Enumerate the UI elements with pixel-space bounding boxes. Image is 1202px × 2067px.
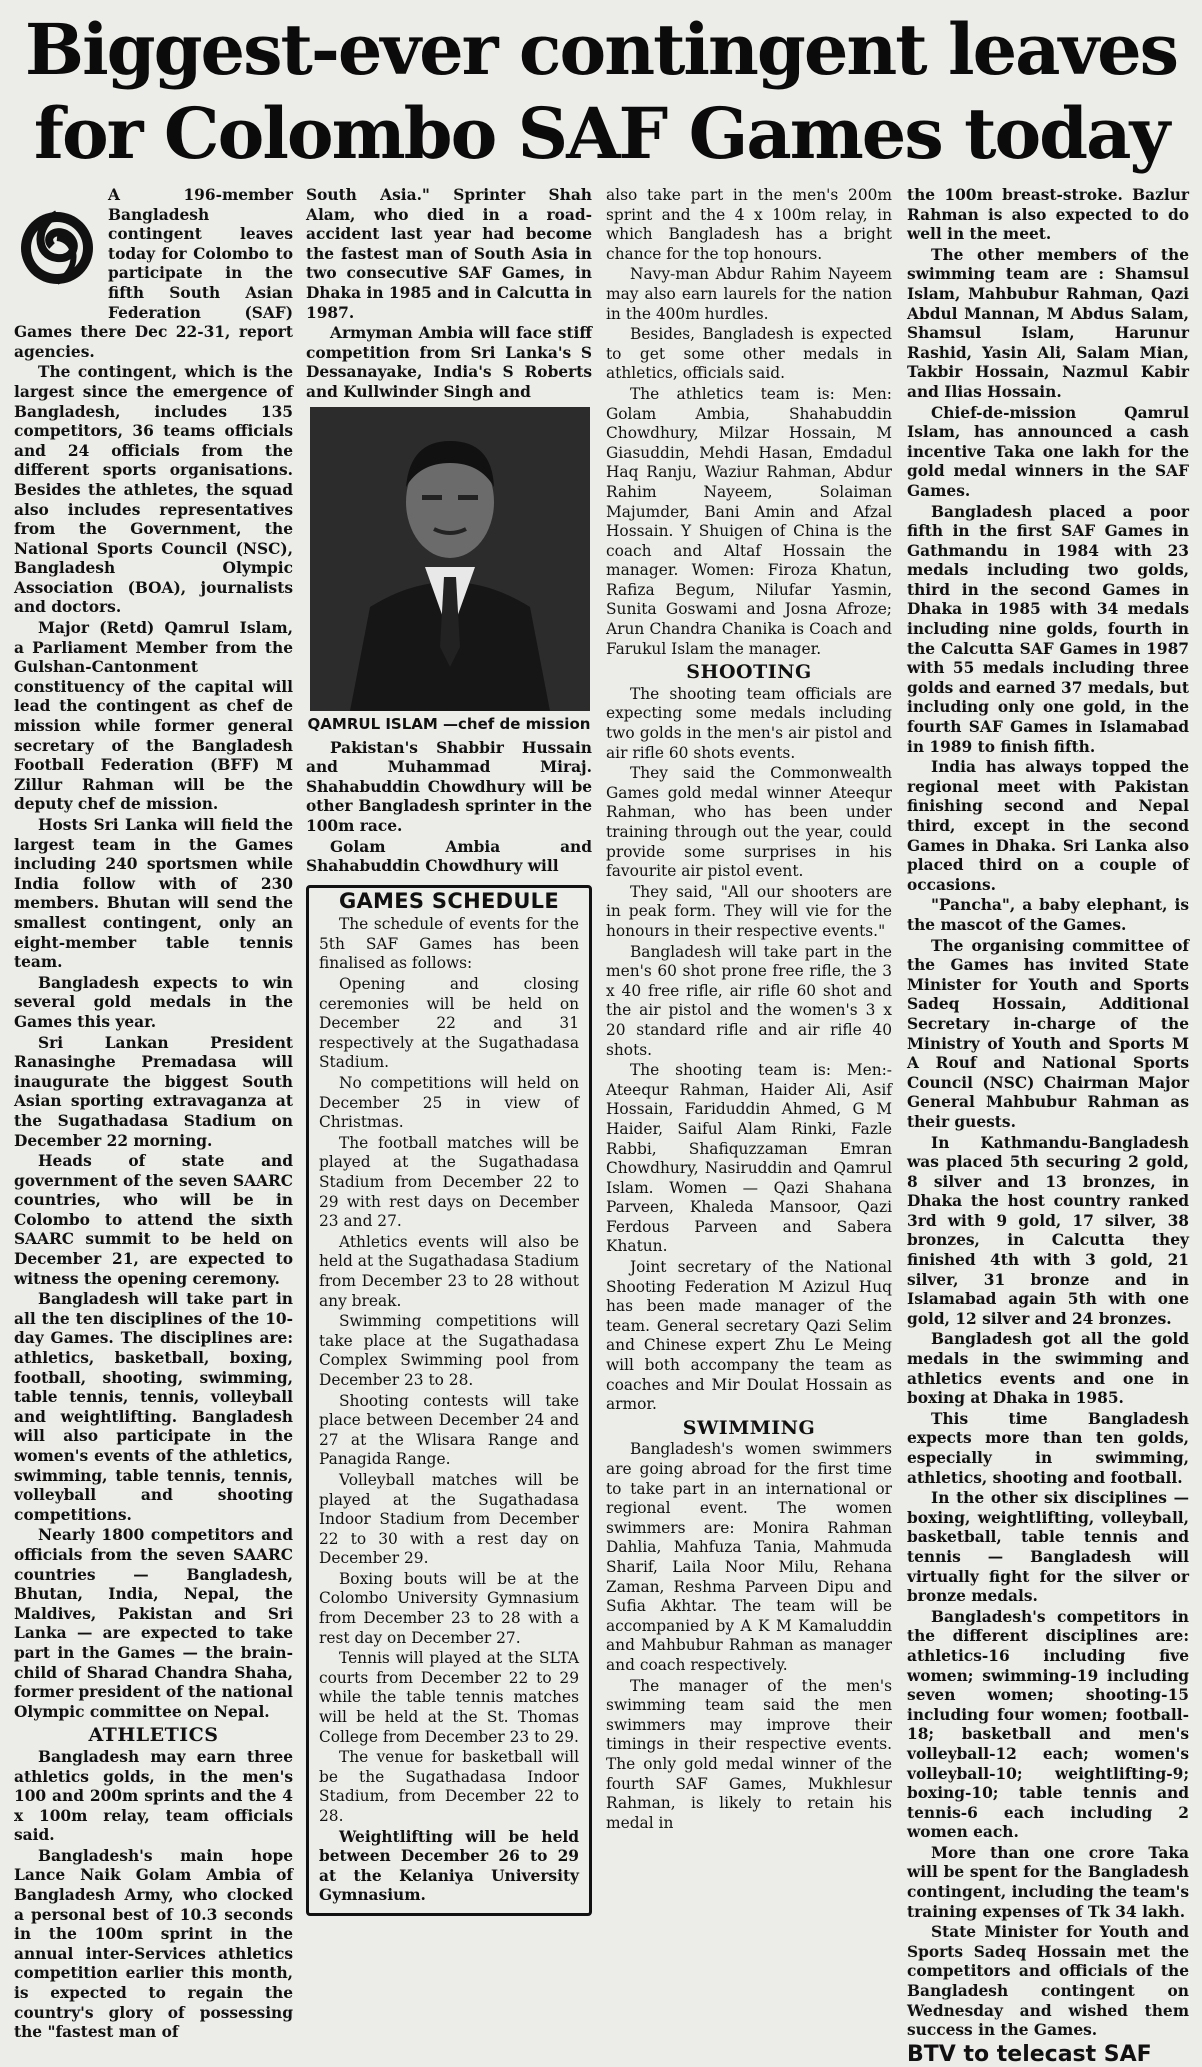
subheading-swimming: SWIMMING: [682, 1416, 816, 1439]
paragraph: Bangladesh placed a poor fifth in the first SAF Games in Gathmandu in 1984 with 23 medals including two golds, third in the second Games in Dhaka in 1985 with 34 medals including nine golds, fourth in the Calcutta SAF Games in 1987 with 55 medals including three golds and earned 37 medals, but including only one gold, in the fourth SAF Games in Islamabad in 1989 to finish fifth.: [907, 502, 1189, 756]
subheading-athletics: ATHLETICS: [88, 1724, 219, 1747]
schedule-title: GAMES SCHEDULE: [338, 888, 560, 913]
lead-paragraph: A 196-member Bangladesh contingent leaves today for Colombo to participate in the fifth South Asian Federation (SAF) Games there Dec 22-31, report agencies.: [14, 186, 293, 361]
paragraph: Bangladesh got all the gold medals in the swimming and athletics events and one in boxing at Dhaka in 1985.: [907, 1330, 1189, 1408]
paragraph: Armyman Ambia will face stiff competition from Sri Lanka's S Dessanayake, India's S Roberts and Kullwinder Singh and: [306, 324, 592, 401]
next-article-headline: BTV to telecast SAF: [907, 2041, 1152, 2067]
paragraph: Bangladesh expects to win several gold medals in the Games this year.: [14, 973, 293, 1031]
paragraph: More than one crore Taka will be spent for the Bangladesh contingent, including the team's training expenses of Tk 34 lakh.: [907, 1843, 1189, 1921]
paragraph: Heads of state and government of the seven SAARC countries, who will be in Colombo to attend the sixth SAARC summit to be held on December 21, are expected to witness the opening ceremony.: [14, 1152, 293, 1288]
subheading-shooting: SHOOTING: [686, 661, 812, 684]
column-4: [907, 186, 1189, 2067]
schedule-item: The football matches will be played at the Sugathadasa Stadium from December 22 to 29 with rest days on December 23 and 27.: [319, 1133, 579, 1231]
paragraph: Hosts Sri Lanka will field the largest team in the Games including 240 sportsmen while India follow with of 230 members. Bhutan will send the smallest contingent, only an eight-member table tennis team.: [14, 816, 293, 972]
paragraph: The shooting team is: Men:- Ateequr Rahman, Haider Ali, Asif Hossain, Fariduddin Ahmed, G M Haider, Saiful Alam Rinki, Fazle Rabbi, Shafiquzzaman Emran Chowdhury, Nasiruddin and Qamrul Islam. Women — Qazi Shahana Parveen, Khaleda Mansoor, Qazi Ferdous Parveen and Sabera Khatun.: [606, 1061, 892, 1256]
paragraph: State Minister for Youth and Sports Sadeq Hossain met the competitors and officials of the Bangladesh contingent on Wednesday and wished them success in the Games.: [907, 1923, 1189, 2040]
paragraph: "Pancha", a baby elephant, is the mascot of the Games.: [907, 896, 1189, 934]
schedule-item: No competitions will held on December 25 in view of Christmas.: [319, 1074, 579, 1132]
person-portrait-icon: [310, 407, 590, 711]
paragraph: The contingent, which is the largest since the emergence of Bangladesh, includes 135 competitors, 36 teams officials and 24 officials from the different sports organisations. Besides the athletes, the squad also includes representatives from the Government, the National Sports Council (NSC), Bangladesh Olympic Association (BOA), journalists and doctors.: [14, 363, 293, 617]
saf-games-logo-icon: [14, 186, 100, 304]
photo-caption: QAMRUL ISLAM —chef de mission: [307, 714, 591, 733]
paragraph: Chief-de-mission Qamrul Islam, has announced a cash incentive Taka one lakh for the gold medal winners in the SAF Games.: [907, 403, 1189, 500]
schedule-item: Tennis will played at the SLTA courts from December 22 to 29 while the table tennis matches will be held at the St. Thomas College from December 23 to 29.: [319, 1649, 579, 1746]
schedule-item: Weightlifting will be held between December 26 to 29 at the Kelaniya University Gymnasium.: [319, 1827, 579, 1905]
paragraph: Pakistan's Shabbir Hussain and Muhammad Miraj. Shahabuddin Chowdhury will be other Bangladesh sprinter in the 100m race.: [306, 738, 592, 835]
schedule-item: Volleyball matches will be played at the Sugathadasa Indoor Stadium from December 22 to 30 with a rest day on December 29.: [319, 1470, 579, 1568]
paragraph: Bangladesh's women swimmers are going abroad for the first time to take part in an international or regional event. The women swimmers are: Monira Rahman Dahlia, Mahfuza Tania, Mahmuda Sharif, Laila Noor Milu, Rehana Zaman, Reshma Parveen Dipu and Sufia Akhtar. The team will be accompanied by A K M Kamaluddin and Mahbubur Rahman as manager and coach respectively.: [606, 1440, 892, 1674]
paragraph: Besides, Bangladesh is expected to get some other medals in athletics, officials said.: [606, 325, 892, 383]
paragraph: Navy-man Abdur Rahim Nayeem may also earn laurels for the nation in the 400m hurdles.: [606, 265, 892, 323]
paragraph: In Kathmandu-Bangladesh was placed 5th securing 2 gold, 8 silver and 13 bronzes, in Dhaka the host country ranked 3rd with 9 gold, 17 silver, 38 bronzes, in Calcutta they finished 4th with 3 gold, 21 silver, 31 bronze and in Islamabad again 5th with one gold, 12 silver and 24 bronzes.: [907, 1133, 1189, 1328]
paragraph: They said, "All our shooters are in peak form. They will vie for the honours in their respective events.": [606, 882, 892, 940]
paragraph: the 100m breast-stroke. Bazlur Rahman is also expected to do well in the meet.: [907, 186, 1189, 244]
paragraph: Bangladesh's main hope Lance Naik Golam Ambia of Bangladesh Army, who clocked a personal best of 10.3 seconds in the 100m sprint in the annual inter-Services athletics competition earlier this month, is expected to regain the country's glory of possessing the "fastest man of: [14, 1846, 293, 2042]
games-schedule-box: [306, 885, 592, 1916]
paragraph: Golam Ambia and Shahabuddin Chowdhury will: [306, 837, 592, 876]
paragraph: The manager of the men's swimming team said the men swimmers may improve their timings in their respective events. The only gold medal winner of the fourth SAF Games, Mukhlesur Rahman, is likely to retain his medal in: [606, 1676, 892, 1832]
paragraph: The organising committee of the Games has invited State Minister for Youth and Sports Sadeq Hossain, Additional Secretary in-charge of the Ministry of Youth and Sports M A Rouf and National Sports Council (NSC) Chairman Major General Mahbubur Rahman as their guests.: [907, 936, 1189, 1131]
paragraph: Bangladesh will take part in the men's 60 shot prone free rifle, the 3 x 40 free rifle, air rifle 60 shot and the air pistol and the women's 3 x 20 standard rifle and air rifle 40 shots.: [606, 942, 892, 1059]
schedule-item: Opening and closing ceremonies will be held on December 22 and 31 respectively at the Sugathadasa Stadium.: [319, 975, 579, 1072]
paragraph: also take part in the men's 200m sprint and the 4 x 100m relay, in which Bangladesh has a bright chance for the top honours.: [606, 186, 892, 263]
headline-line-1: Biggest-ever contingent leaves: [24, 8, 1178, 91]
paragraph: They said the Commonwealth Games gold medal winner Ateequr Rahman, who has been under training through out the year, could provide some surprises in his favourite air pistol event.: [606, 764, 892, 881]
paragraph: Bangladesh's competitors in the different disciplines are: athletics-16 including five women; swimming-19 including seven women; shooting-15 including four women; football-18; basketball and men's volleyball-12 each; women's volleyball-10; weightlifting-9; boxing-10; table tennis and tennis-6 each including 2 women each.: [907, 1607, 1189, 1842]
paragraph: Sri Lankan President Ranasinghe Premadasa will inaugurate the biggest South Asian sporting extravaganza at the Sugathadasa Stadium on December 22 morning.: [14, 1033, 293, 1150]
paragraph: The athletics team is: Men: Golam Ambia, Shahabuddin Chowdhury, Milzar Hossain, M Giasuddin, Mehdi Hasan, Emdadul Haq Ranju, Waziur Rahman, Abdur Rahim Nayeem, Solaiman Majumder, Bani Amin and Afzal Hossain. Y Shuigen of China is the coach and Altaf Hossain the manager. Women: Firoza Khatun, Rafiza Begum, Nilufar Yasmin, Sunita Goswami and Josna Afroze; Arun Chandra Chanika is Coach and Farukul Islam the manager.: [606, 384, 892, 658]
paragraph: Nearly 1800 competitors and officials from the seven SAARC countries — Bangladesh, Bhutan, India, Nepal, the Maldives, Pakistan and Sri Lanka — are expected to take part in the Games — the brain-child of Sharad Chandra Shaha, former president of the national Olympic committee on Nepal.: [14, 1526, 294, 1721]
paragraph: Joint secretary of the National Shooting Federation M Azizul Huq has been made manager of the team. General secretary Qazi Selim and Chinese expert Zhu Le Meing will both accompany the team as coaches and Mir Doulat Hossain as armor.: [606, 1258, 892, 1414]
schedule-item: Athletics events will also be held at the Sugathadasa Stadium from December 23 to 28 without any break.: [319, 1232, 579, 1310]
schedule-item: Swimming competitions will take place at the Sugathadasa Complex Swimming pool from December 23 to 28.: [319, 1312, 579, 1389]
headline-line-2: for Colombo SAF Games today: [33, 92, 1169, 175]
schedule-item: Boxing bouts will be at the Colombo University Gymnasium from December 23 to 28 with a rest day on December 27.: [319, 1569, 579, 1647]
column-3: [606, 186, 892, 2017]
paragraph: South Asia." Sprinter Shah Alam, who died in a road-accident last year had become the fastest man of South Asia in two consecutive SAF Games, in Dhaka in 1985 and in Calcutta in 1987.: [306, 186, 592, 322]
schedule-item: Shooting contests will take place between December 24 and 27 at the Wlisara Range and Panagida Range.: [319, 1391, 579, 1469]
paragraph: Major (Retd) Qamrul Islam, a Parliament Member from the Gulshan-Cantonment constituency of the capital will lead the contingent as chef de mission while former general secretary of the Bangladesh Football Federation (BFF) M Zillur Rahman will be the deputy chef de mission.: [14, 619, 293, 814]
schedule-item: The schedule of events for the 5th SAF Games has been finalised as follows:: [319, 915, 579, 973]
paragraph: India has always topped the regional meet with Pakistan finishing second and Nepal third, except in the second Games in Dhaka. Sri Lanka also placed third on a couple of occasions.: [907, 758, 1189, 894]
column-1: [14, 186, 294, 2042]
portrait-photo: [310, 407, 590, 711]
paragraph: Bangladesh may earn three athletics golds, in the men's 100 and 200m sprints and the 4 x 100m relay, team officials said.: [14, 1747, 293, 1845]
schedule-item: The venue for basketball will be the Sugathadasa Indoor Stadium, from December 22 to 28.: [319, 1748, 579, 1825]
paragraph: The other members of the swimming team are : Shamsul Islam, Mahbubur Rahman, Qazi Abdul Mannan, M Abdus Salam, Shamsul Islam, Harunur Rashid, Yasin Ali, Salam Mian, Takbir Hossain, Nazmul Kabir and Ilias Hossain.: [907, 245, 1189, 401]
paragraph: This time Bangladesh expects more than ten golds, especially in swimming, athletics, shooting and football.: [907, 1409, 1189, 1487]
paragraph: The shooting team officials are expecting some medals including two golds in the men's air pistol and air rifle 60 shots events.: [606, 684, 892, 762]
paragraph: Bangladesh will take part in all the ten disciplines of the 10-day Games. The disciplines are: athletics, basketball, boxing, football, shooting, swimming, table tennis, tennis, volleyball and weightlifting. Bangladesh will also participate in the women's events of the athletics, swimming, table tennis, tennis, volleyball and shooting competitions.: [14, 1290, 293, 1524]
paragraph: In the other six disciplines — boxing, weightlifting, volleyball, basketball, table tennis and tennis — Bangladesh will virtually fight for the silver or bronze medals.: [907, 1489, 1189, 1606]
headline: [0, 8, 1202, 176]
column-2: [306, 186, 592, 2017]
